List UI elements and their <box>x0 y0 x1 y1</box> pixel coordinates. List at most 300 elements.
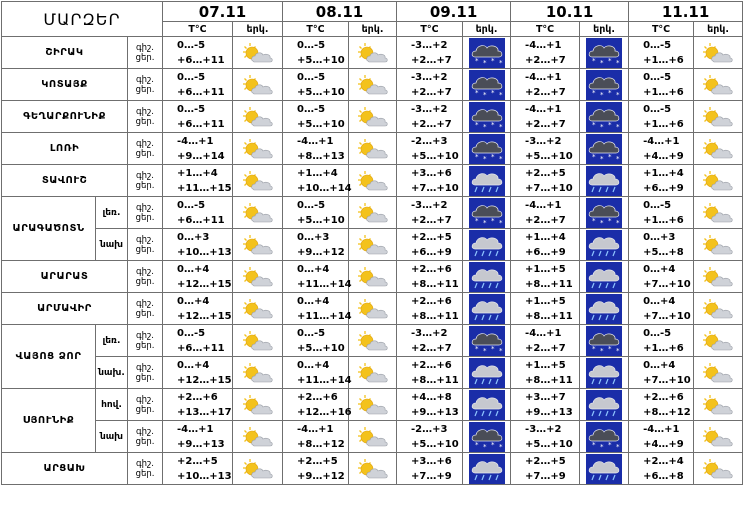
day-label: ցեր. <box>135 180 155 191</box>
svg-text:*: * <box>474 216 479 225</box>
forecast-table <box>1 1 743 485</box>
svg-text:*: * <box>600 218 604 227</box>
temperature-cell <box>397 325 463 357</box>
weather-cell <box>580 229 629 261</box>
night-temp: +2…+6 <box>411 295 452 307</box>
night-temp: 0…+4 <box>643 263 676 275</box>
temperature-cell <box>283 421 349 453</box>
period-labels <box>128 293 163 325</box>
day-temp: +10…+13 <box>177 246 232 258</box>
svg-text:*: * <box>482 442 487 451</box>
temperature-cell <box>397 453 463 485</box>
snow-cloud-icon <box>586 70 622 100</box>
night-temp: +1…+5 <box>525 359 566 371</box>
night-temp: 0…-5 <box>177 327 206 339</box>
weather-cell <box>463 357 511 389</box>
region-name: ԱՐԱԳԱԾՈՏՆ <box>2 197 96 261</box>
temperature-cell <box>163 69 233 101</box>
day-temp: +6…+9 <box>411 246 452 258</box>
sun-cloud-icon <box>241 233 275 257</box>
weather-cell <box>580 261 629 293</box>
night-temp: -2…+3 <box>411 135 448 147</box>
night-temp: 0…-5 <box>177 71 206 83</box>
weather-cell <box>463 389 511 421</box>
day-temp: +4…+9 <box>643 438 684 450</box>
weather-cell <box>233 101 283 133</box>
weather-cell <box>580 101 629 133</box>
temperature-cell <box>283 357 352 389</box>
weather-cell <box>694 261 743 293</box>
region-row <box>2 197 743 229</box>
weather-cell <box>233 133 283 165</box>
rain-cloud-icon <box>469 166 505 196</box>
weather-cell <box>463 421 511 453</box>
night-temp: -4…+1 <box>525 199 562 211</box>
sun-cloud-icon <box>701 393 735 417</box>
svg-text:*: * <box>490 152 495 161</box>
temp-col-header: T°C <box>397 22 463 37</box>
date-header: 08.11 <box>283 2 397 22</box>
day-temp: +6…+9 <box>643 182 684 194</box>
sun-cloud-icon <box>701 169 735 193</box>
weather-cell <box>349 421 397 453</box>
sun-cloud-icon <box>701 457 735 481</box>
day-temp: +9…+13 <box>177 438 225 450</box>
night-label: գիշ. <box>136 234 154 245</box>
subregion-name: լեռ. <box>96 197 128 229</box>
night-temp: 0…-5 <box>643 103 672 115</box>
snow-cloud-icon <box>469 422 505 452</box>
night-temp: +3…+7 <box>525 391 566 403</box>
night-temp: +1…+5 <box>525 295 566 307</box>
night-temp: 0…+3 <box>297 231 330 243</box>
night-temp: 0…+4 <box>643 359 676 371</box>
sun-cloud-icon <box>356 105 390 129</box>
snow-cloud-icon <box>586 326 622 356</box>
night-label: գիշ. <box>136 42 154 53</box>
night-temp: 0…-5 <box>297 71 326 83</box>
day-temp: +2…+7 <box>411 342 452 354</box>
weather-cell <box>233 261 283 293</box>
icon-col-header: երկ. <box>349 22 397 37</box>
region-name: ԱՐՑԱԽ <box>2 453 128 485</box>
day-temp: +8…+11 <box>525 374 573 386</box>
temperature-cell <box>511 421 580 453</box>
weather-cell <box>233 293 283 325</box>
weather-cell <box>233 389 283 421</box>
day-temp: +5…+10 <box>297 214 345 226</box>
sun-cloud-icon <box>356 201 390 225</box>
night-temp: +2…+5 <box>177 455 218 467</box>
subregion-name: լեռ. <box>96 325 128 357</box>
sun-cloud-icon <box>241 425 275 449</box>
temperature-cell <box>629 229 694 261</box>
svg-text:*: * <box>474 88 479 97</box>
day-temp: +11…+14 <box>297 374 352 386</box>
day-temp: +8…+11 <box>411 374 459 386</box>
svg-text:*: * <box>616 442 620 451</box>
date-header: 10.11 <box>511 2 629 22</box>
svg-text:*: * <box>482 90 487 99</box>
subregion-name: հով. <box>96 389 128 421</box>
night-label: գիշ. <box>136 330 154 341</box>
subregion-name: նախ. <box>96 357 128 389</box>
day-temp: +11…+14 <box>297 278 352 290</box>
svg-text:*: * <box>482 122 487 131</box>
date-header: 09.11 <box>397 2 511 22</box>
weather-cell <box>233 229 283 261</box>
night-temp: 0…-5 <box>643 39 672 51</box>
weather-cell <box>463 37 511 69</box>
night-temp: +2…+6 <box>643 391 684 403</box>
day-temp: +12…+16 <box>297 406 352 418</box>
day-temp: +6…+9 <box>525 246 566 258</box>
svg-text:*: * <box>592 216 596 225</box>
night-temp: 0…+4 <box>297 263 330 275</box>
day-label: ցեր. <box>135 84 155 95</box>
svg-text:*: * <box>616 154 620 163</box>
temp-col-header: T°C <box>511 22 580 37</box>
night-temp: 0…-5 <box>177 103 206 115</box>
temperature-cell <box>397 197 463 229</box>
sun-cloud-icon <box>356 393 390 417</box>
day-temp: +9…+12 <box>297 470 345 482</box>
weather-cell <box>694 357 743 389</box>
night-temp: 0…-5 <box>643 199 672 211</box>
svg-text:*: * <box>616 58 620 67</box>
sun-cloud-icon <box>356 329 390 353</box>
temperature-cell <box>511 165 580 197</box>
night-temp: -4…+1 <box>525 39 562 51</box>
region-name: ԿՈՏԱՅՔ <box>2 69 128 101</box>
weather-cell <box>349 357 397 389</box>
temperature-cell <box>629 165 694 197</box>
temperature-cell <box>163 357 233 389</box>
night-temp: 0…-5 <box>297 39 326 51</box>
temperature-cell <box>283 197 349 229</box>
day-temp: +1…+6 <box>643 86 684 98</box>
temperature-cell <box>629 133 694 165</box>
night-temp: -4…+1 <box>643 135 680 147</box>
day-temp: +2…+7 <box>525 118 566 130</box>
svg-text:*: * <box>490 88 495 97</box>
region-row <box>2 229 743 261</box>
weather-cell <box>694 37 743 69</box>
region-row <box>2 101 743 133</box>
day-temp: +2…+7 <box>525 86 566 98</box>
temperature-cell <box>511 229 580 261</box>
svg-text:*: * <box>592 88 596 97</box>
night-temp: +3…+6 <box>411 455 452 467</box>
night-label: գիշ. <box>136 362 154 373</box>
weather-cell <box>349 133 397 165</box>
night-temp: +1…+4 <box>525 231 566 243</box>
rain-cloud-icon <box>586 262 622 292</box>
sun-cloud-icon <box>241 169 275 193</box>
temperature-cell <box>629 453 694 485</box>
night-temp: +1…+4 <box>643 167 684 179</box>
period-labels <box>128 101 163 133</box>
temperature-cell <box>511 325 580 357</box>
night-temp: 0…-5 <box>297 103 326 115</box>
svg-text:*: * <box>616 122 620 131</box>
period-labels <box>128 69 163 101</box>
weather-cell <box>580 293 629 325</box>
night-temp: +2…+6 <box>411 263 452 275</box>
svg-text:*: * <box>616 90 620 99</box>
weather-cell <box>463 325 511 357</box>
day-temp: +10…+14 <box>297 182 352 194</box>
temperature-cell <box>511 261 580 293</box>
region-row <box>2 293 743 325</box>
day-temp: +6…+11 <box>177 214 225 226</box>
night-temp: +1…+5 <box>525 263 566 275</box>
temperature-cell <box>629 357 694 389</box>
temperature-cell <box>511 133 580 165</box>
rain-cloud-icon <box>469 230 505 260</box>
day-temp: +6…+11 <box>177 54 225 66</box>
temperature-cell <box>629 325 694 357</box>
night-temp: 0…+3 <box>177 231 210 243</box>
sun-cloud-icon <box>356 41 390 65</box>
weather-cell <box>694 325 743 357</box>
day-temp: +5…+10 <box>297 86 345 98</box>
temperature-cell <box>283 37 349 69</box>
day-temp: +4…+9 <box>643 150 684 162</box>
period-labels <box>128 261 163 293</box>
icon-col-header: երկ. <box>694 22 743 37</box>
sun-cloud-icon <box>701 105 735 129</box>
night-temp: -3…+2 <box>411 71 448 83</box>
night-temp: 0…-5 <box>643 71 672 83</box>
night-temp: -2…+3 <box>411 423 448 435</box>
day-label: ցեր. <box>135 436 155 447</box>
night-label: գիշ. <box>136 458 154 469</box>
temperature-cell <box>511 197 580 229</box>
sun-cloud-icon <box>701 425 735 449</box>
svg-text:*: * <box>592 344 596 353</box>
svg-text:*: * <box>616 218 620 227</box>
temperature-cell <box>163 37 233 69</box>
day-temp: +7…+10 <box>643 278 691 290</box>
svg-text:*: * <box>600 90 604 99</box>
weather-cell <box>694 101 743 133</box>
day-temp: +6…+11 <box>177 118 225 130</box>
weather-cell <box>694 197 743 229</box>
day-temp: +1…+6 <box>643 342 684 354</box>
day-temp: +1…+6 <box>643 214 684 226</box>
day-temp: +5…+10 <box>411 438 459 450</box>
night-temp: 0…-5 <box>643 327 672 339</box>
svg-text:*: * <box>608 152 612 161</box>
svg-text:*: * <box>474 152 479 161</box>
day-temp: +2…+7 <box>525 342 566 354</box>
weather-cell <box>580 389 629 421</box>
weather-cell <box>233 165 283 197</box>
day-label: ցեր. <box>135 340 155 351</box>
sun-cloud-icon <box>241 329 275 353</box>
night-temp: -4…+1 <box>643 423 680 435</box>
temperature-cell <box>629 421 694 453</box>
day-temp: +8…+11 <box>411 310 459 322</box>
day-label: ցեր. <box>135 52 155 63</box>
day-label: ցեր. <box>135 372 155 383</box>
region-name: ԳԵՂԱՐՔՈՒՆԻՔ <box>2 101 128 133</box>
temperature-cell <box>163 421 233 453</box>
sun-cloud-icon <box>356 265 390 289</box>
day-temp: +8…+11 <box>411 278 459 290</box>
night-temp: +2…+6 <box>411 359 452 371</box>
night-temp: +1…+4 <box>177 167 218 179</box>
night-label: գիշ. <box>136 170 154 181</box>
weather-cell <box>349 165 397 197</box>
period-labels <box>128 37 163 69</box>
period-labels <box>128 133 163 165</box>
snow-cloud-icon <box>586 38 622 68</box>
sun-cloud-icon <box>241 201 275 225</box>
svg-text:*: * <box>592 120 596 129</box>
weather-cell <box>349 261 397 293</box>
day-label: ցեր. <box>135 212 155 223</box>
subregion-name: նախ <box>96 421 128 453</box>
svg-text:*: * <box>498 218 503 227</box>
temperature-cell <box>163 165 233 197</box>
sun-cloud-icon <box>241 137 275 161</box>
rain-cloud-icon <box>586 166 622 196</box>
forecast-body <box>2 37 743 485</box>
region-row <box>2 69 743 101</box>
temperature-cell <box>397 69 463 101</box>
snow-cloud-icon <box>469 38 505 68</box>
weather-cell <box>349 69 397 101</box>
sun-cloud-icon <box>241 393 275 417</box>
sun-cloud-icon <box>701 329 735 353</box>
night-label: գիշ. <box>136 298 154 309</box>
night-label: գիշ. <box>136 202 154 213</box>
night-temp: +3…+6 <box>411 167 452 179</box>
sun-cloud-icon <box>356 73 390 97</box>
night-temp: -3…+2 <box>411 327 448 339</box>
day-temp: +13…+17 <box>177 406 232 418</box>
temperature-cell <box>163 261 233 293</box>
day-temp: +8…+13 <box>297 150 345 162</box>
region-name: ԱՐՄԱՎԻՐ <box>2 293 128 325</box>
day-temp: +1…+6 <box>643 54 684 66</box>
icon-col-header: երկ. <box>580 22 629 37</box>
temperature-cell <box>629 37 694 69</box>
day-temp: +7…+9 <box>525 470 566 482</box>
svg-text:*: * <box>498 90 503 99</box>
region-name: ՇԻՐԱԿ <box>2 37 128 69</box>
day-temp: +7…+10 <box>525 182 573 194</box>
svg-text:*: * <box>608 88 612 97</box>
sun-cloud-icon <box>701 233 735 257</box>
weather-cell <box>694 389 743 421</box>
region-row <box>2 133 743 165</box>
rain-cloud-icon <box>469 262 505 292</box>
day-temp: +6…+11 <box>177 342 225 354</box>
sun-cloud-icon <box>241 361 275 385</box>
svg-text:*: * <box>600 122 604 131</box>
sun-cloud-icon <box>701 201 735 225</box>
day-label: ցեր. <box>135 468 155 479</box>
rain-cloud-icon <box>469 294 505 324</box>
region-name: ԱՐԱՐԱՏ <box>2 261 128 293</box>
night-temp: 0…-5 <box>177 39 206 51</box>
snow-cloud-icon <box>469 326 505 356</box>
night-temp: +2…+6 <box>177 391 218 403</box>
night-temp: -4…+1 <box>177 135 214 147</box>
sun-cloud-icon <box>356 297 390 321</box>
weather-cell <box>349 197 397 229</box>
temperature-cell <box>397 37 463 69</box>
weather-cell <box>694 293 743 325</box>
regions-header: ՄԱՐԶԵՐ <box>2 2 163 37</box>
sun-cloud-icon <box>356 457 390 481</box>
snow-cloud-icon <box>469 198 505 228</box>
day-label: ցեր. <box>135 404 155 415</box>
sun-cloud-icon <box>701 73 735 97</box>
night-label: գիշ. <box>136 394 154 405</box>
night-temp: -4…+1 <box>297 135 334 147</box>
day-temp: +2…+7 <box>525 214 566 226</box>
svg-text:*: * <box>490 120 495 129</box>
temperature-cell <box>283 453 349 485</box>
snow-cloud-icon <box>469 70 505 100</box>
rain-cloud-icon <box>586 454 622 484</box>
day-temp: +5…+8 <box>643 246 684 258</box>
weather-cell <box>463 133 511 165</box>
temperature-cell <box>163 101 233 133</box>
weather-cell <box>233 325 283 357</box>
day-temp: +9…+12 <box>297 246 345 258</box>
weather-cell <box>580 37 629 69</box>
sun-cloud-icon <box>356 137 390 161</box>
svg-text:*: * <box>482 154 487 163</box>
temperature-cell <box>163 133 233 165</box>
temperature-cell <box>629 261 694 293</box>
day-temp: +6…+8 <box>643 470 684 482</box>
sun-cloud-icon <box>356 425 390 449</box>
temperature-cell <box>511 453 580 485</box>
day-temp: +2…+7 <box>411 214 452 226</box>
temperature-cell <box>511 389 580 421</box>
svg-text:*: * <box>474 344 479 353</box>
svg-text:*: * <box>482 58 487 67</box>
night-temp: -4…+1 <box>525 103 562 115</box>
weather-cell <box>580 197 629 229</box>
day-temp: +12…+15 <box>177 374 232 386</box>
day-temp: +2…+7 <box>411 54 452 66</box>
night-label: գիշ. <box>136 266 154 277</box>
day-temp: +12…+15 <box>177 278 232 290</box>
svg-text:*: * <box>490 344 495 353</box>
temperature-cell <box>397 229 463 261</box>
period-labels <box>128 197 163 229</box>
day-temp: +6…+11 <box>177 86 225 98</box>
night-label: գիշ. <box>136 106 154 117</box>
sun-cloud-icon <box>356 233 390 257</box>
snow-cloud-icon <box>469 134 505 164</box>
svg-text:*: * <box>608 440 612 449</box>
day-temp: +5…+10 <box>297 54 345 66</box>
period-labels <box>128 165 163 197</box>
temperature-cell <box>283 229 349 261</box>
region-row <box>2 453 743 485</box>
day-temp: +8…+12 <box>643 406 691 418</box>
temperature-cell <box>397 165 463 197</box>
date-header: 11.11 <box>629 2 743 22</box>
